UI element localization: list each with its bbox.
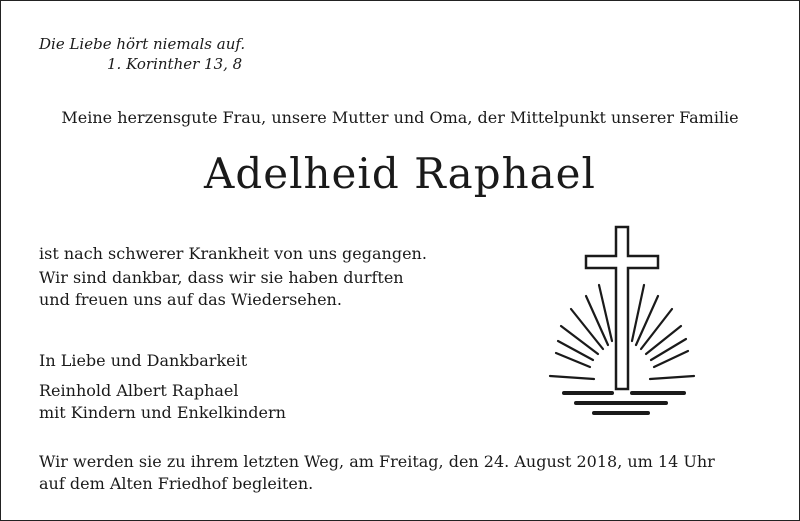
funeral-info xyxy=(39,451,715,495)
signers xyxy=(39,380,286,424)
bible-verse xyxy=(39,34,245,74)
gratitude-line: und freuen uns auf das Wiedersehen. xyxy=(39,290,342,309)
signer-name: Reinhold Albert Raphael xyxy=(39,381,239,400)
gratitude-text xyxy=(39,267,404,311)
gratitude-line: Wir sind dankbar, dass wir sie haben durften xyxy=(39,268,404,287)
funeral-line: Wir werden sie zu ihrem letzten Weg, am Freitag, den 24. August 2018, um 14 Uhr xyxy=(39,452,715,471)
closing-line: In Liebe und Dankbarkeit xyxy=(39,351,248,370)
verse-reference: 1. Korinther 13, 8 xyxy=(107,55,243,73)
intro-line: Meine herzensgute Frau, unsere Mutter und Oma, der Mittelpunkt unserer Familie xyxy=(61,108,739,127)
funeral-line: auf dem Alten Friedhof begleiten. xyxy=(39,474,314,493)
verse-text: Die Liebe hört niemals auf. xyxy=(39,35,246,53)
cross-sunrise-icon xyxy=(546,221,696,421)
signer-family: mit Kindern und Enkelkindern xyxy=(39,403,286,422)
passing-line: ist nach schwerer Krankheit von uns gegangen. xyxy=(39,244,427,263)
deceased-name: Adelheid Raphael xyxy=(204,149,596,198)
